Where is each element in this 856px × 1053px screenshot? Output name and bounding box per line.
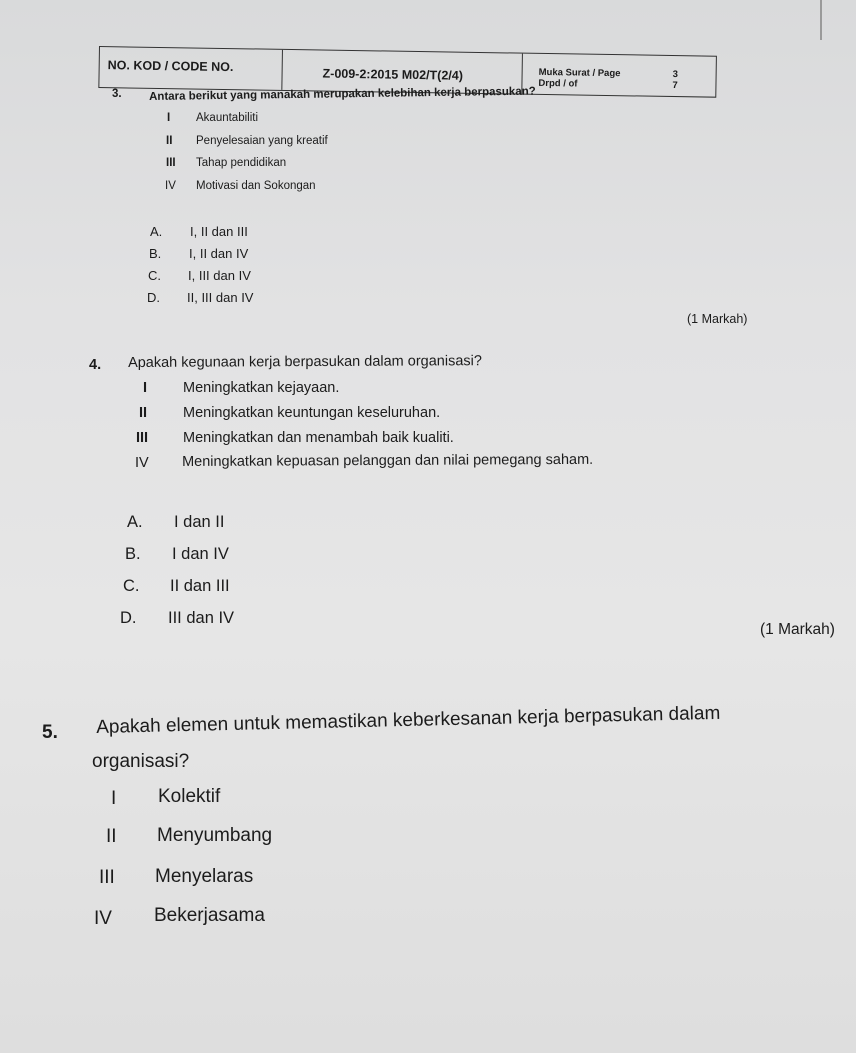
q3-text: Antara berikut yang manakah merupakan kelebihan kerja berpasukan? xyxy=(149,85,536,103)
q4-statement-roman: II xyxy=(139,405,148,421)
page-label: Muka Surat / Page xyxy=(538,66,621,80)
q4-text: Apakah kegunaan kerja berpasukan dalam organisasi? xyxy=(128,353,482,371)
q5-statement-text: Bekerjasama xyxy=(154,905,265,926)
q5-text-line1: Apakah elemen untuk memastikan keberkesanan kerja berpasukan dalam xyxy=(96,702,721,738)
q4-statement-roman: I xyxy=(143,380,148,396)
q3-number: 3. xyxy=(112,88,122,100)
q4-option-text: I dan II xyxy=(174,513,225,531)
code-value: Z-009-2:2015 M02/T(2/4) xyxy=(322,66,464,83)
q3-marks: (1 Markah) xyxy=(687,312,748,326)
q3-statement-text: Akauntabiliti xyxy=(196,112,259,124)
q4-statement-text: Meningkatkan dan menambah baik kualiti. xyxy=(183,430,454,446)
q5-statement-roman: III xyxy=(99,867,115,888)
q4-option-letter: B. xyxy=(125,545,141,563)
q4-option-letter: D. xyxy=(120,609,137,627)
q3-option-letter: C. xyxy=(148,268,161,283)
q3-option-letter: D. xyxy=(147,290,160,305)
q4-statement-roman: IV xyxy=(135,455,149,471)
q3-option-text: I, III dan IV xyxy=(188,268,251,283)
q5-statement-text: Menyelaras xyxy=(155,866,254,887)
q3-statement-roman: I xyxy=(167,112,171,124)
q3-statement-text: Tahap pendidikan xyxy=(196,157,287,169)
q3-option-text: II, III dan IV xyxy=(187,290,254,305)
q4-statement-text: Meningkatkan kepuasan pelanggan dan nilai pemegang saham. xyxy=(182,451,594,470)
q4-marks: (1 Markah) xyxy=(760,621,835,638)
q4-option-text: I dan IV xyxy=(172,545,229,563)
q4-statement-text: Meningkatkan keuntungan keseluruhan. xyxy=(183,405,441,421)
q5-text-line2: organisasi? xyxy=(92,751,190,772)
q5-statement-roman: II xyxy=(106,826,117,847)
q3-option-text: I, II dan III xyxy=(190,224,248,239)
q3-statement-roman: III xyxy=(166,157,176,169)
q5-number: 5. xyxy=(42,722,58,743)
q5-statement-roman: IV xyxy=(94,908,112,929)
q4-option-text: II dan III xyxy=(170,577,230,595)
code-label: NO. KOD / CODE NO. xyxy=(107,58,234,75)
code-label-cell xyxy=(99,47,283,90)
q4-option-text: III dan IV xyxy=(168,609,235,627)
q3-option-letter: A. xyxy=(150,224,163,239)
q3-option-text: I, II dan IV xyxy=(189,246,249,261)
q5-statement-text: Menyumbang xyxy=(157,825,273,846)
q4-statement-text: Meningkatkan kejayaan. xyxy=(183,380,340,396)
q4-option-letter: A. xyxy=(127,513,143,531)
q4-statement-roman: III xyxy=(136,430,149,446)
q5-statement-text: Kolektif xyxy=(158,786,221,807)
q4-number: 4. xyxy=(89,357,102,373)
q3-option-letter: B. xyxy=(149,246,162,261)
q3-statement-roman: IV xyxy=(165,180,176,192)
q3-statement-text: Motivasi dan Sokongan xyxy=(196,180,316,192)
q5-statement-roman: I xyxy=(111,788,117,809)
q3-statement-roman: II xyxy=(166,135,173,147)
of-value: 7 xyxy=(672,80,678,92)
q3-statement-text: Penyelesaian yang kreatif xyxy=(196,135,328,147)
page-value: 3 xyxy=(672,69,679,81)
page-cell xyxy=(522,54,716,97)
q4-option-letter: C. xyxy=(123,577,140,595)
of-label: Drpd / of xyxy=(538,77,578,90)
page-edge-line xyxy=(820,0,822,40)
